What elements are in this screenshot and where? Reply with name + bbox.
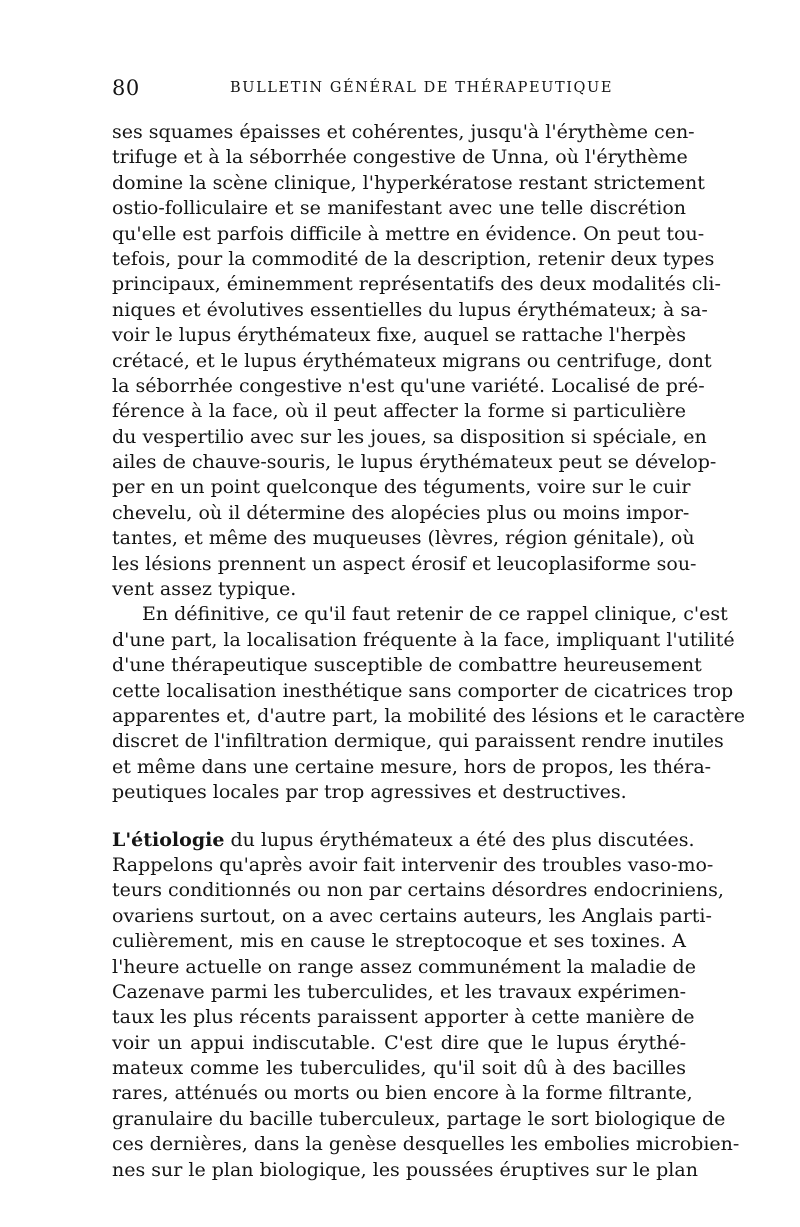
text-line: cette localisation inesthétique sans comporter de cicatrices trop: [112, 679, 734, 702]
paragraph-etiology: [112, 828, 740, 1183]
text-line: discret de l'infiltration dermique, qui paraissent rendre inutiles: [112, 730, 724, 753]
text-line: [112, 828, 695, 853]
text-line: tefois, pour la commodité de la description, retenir deux types: [112, 247, 715, 270]
text-line: chevelu, où il détermine des alopécies plus ou moins impor-: [112, 501, 690, 524]
text-line: domine la scène clinique, l'hyperkératose restant strictement: [112, 171, 705, 194]
text-line: d'une part, la localisation fréquente à la face, impliquant l'utilité: [112, 628, 735, 651]
text-line: tantes, et même des muqueuses (lèvres, région génitale), où: [112, 527, 695, 550]
text-line: ces dernières, dans la genèse desquelles les embolies microbien-: [112, 1133, 740, 1156]
text-line: granulaire du bacille tuberculeux, partage le sort biologique de: [112, 1107, 726, 1130]
text-line: l'heure actuelle on range assez communément la maladie de: [112, 955, 696, 978]
text-line: ovariens surtout, on a avec certains auteurs, les Anglais parti-: [112, 904, 712, 927]
text-line: ostio-folliculaire et se manifestant avec une telle discrétion: [112, 197, 686, 220]
text-line: principaux, éminemment représentatifs des deux modalités cli-: [112, 273, 721, 296]
text-line: apparentes et, d'autre part, la mobilité des lésions et le caractère: [112, 704, 745, 727]
text-line: peutiques locales par trop agressives et destructives.: [112, 781, 627, 804]
text-line: vent assez typique.: [112, 578, 297, 601]
page-number: 80: [112, 76, 140, 100]
section-lead: L'étiologie: [112, 828, 225, 851]
text-line-rest: du lupus érythémateux a été des plus discutées.: [224, 828, 695, 851]
running-title: BULLETIN GÉNÉRAL DE THÉRAPEUTIQUE: [230, 80, 614, 96]
text-line: ailes de chauve-souris, le lupus érythémateux peut se dévelop-: [112, 451, 717, 474]
text-line: ses squames épaisses et cohérentes, jusqu'à l'érythème cen-: [112, 121, 695, 143]
text-line: férence à la face, où il peut affecter la forme si particulière: [112, 400, 686, 423]
text-line: niques et évolutives essentielles du lupus érythémateux; à sa-: [112, 298, 708, 321]
text-line: culièrement, mis en cause le streptocoque et ses toxines. A: [112, 930, 686, 953]
text-line: nes sur le plan biologique, les poussées éruptives sur le plan: [112, 1158, 698, 1181]
document-page: [112, 72, 745, 1181]
text-line: Cazenave parmi les tuberculides, et les travaux expérimen-: [112, 980, 686, 1003]
text-line: En définitive, ce qu'il faut retenir de ce rappel clinique, c'est: [142, 603, 728, 626]
text-line: crétacé, et le lupus érythémateux migrans ou centrifuge, dont: [112, 349, 712, 372]
text-line: voir le lupus érythémateux fixe, auquel se rattache l'herpès: [112, 324, 686, 347]
text-line: du vespertilio avec sur les joues, sa disposition si spéciale, en: [112, 425, 707, 448]
page-header: [112, 72, 686, 106]
text-line: teurs conditionnés ou non par certains désordres endocriniens,: [112, 879, 724, 902]
text-line: mateux comme les tuberculides, qu'il soit dû à des bacilles: [112, 1057, 686, 1080]
text-line: taux les plus récents paraissent apporter à cette manière de: [112, 1006, 695, 1029]
text-line: per en un point quelconque des téguments, voire sur le cuir: [112, 476, 691, 499]
text-line: la séborrhée congestive n'est qu'une variété. Localisé de pré-: [112, 374, 705, 397]
paragraph-clinical-forms: [112, 120, 721, 602]
text-line: Rappelons qu'après avoir fait intervenir des troubles vaso-mo-: [112, 853, 714, 876]
text-line: rares, atténués ou morts ou bien encore à la forme filtrante,: [112, 1082, 693, 1105]
text-line: voir un appui indiscutable. C'est dire que le lupus érythé-: [112, 1031, 686, 1054]
text-line: les lésions prennent un aspect érosif et leucoplasiforme sou-: [112, 552, 697, 575]
text-line: et même dans une certaine mesure, hors de propos, les théra-: [112, 755, 712, 778]
text-line: d'une thérapeutique susceptible de combattre heureusement: [112, 654, 702, 677]
text-line: trifuge et à la séborrhée congestive de Unna, où l'érythème: [112, 146, 688, 169]
text-line: qu'elle est parfois difficile à mettre en évidence. On peut tou-: [112, 222, 705, 245]
paragraph-summary: [112, 602, 745, 805]
